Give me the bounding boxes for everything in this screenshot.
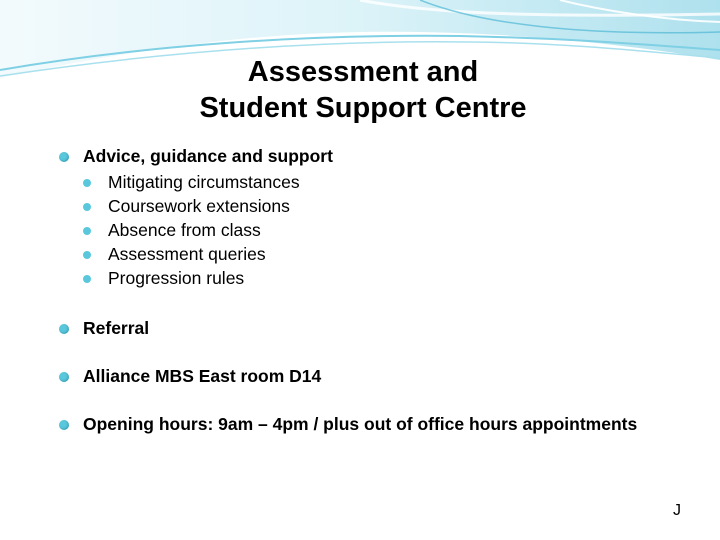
bullet-advice xyxy=(59,146,659,290)
sub-item-absence xyxy=(83,218,659,242)
sub-item-mitigating xyxy=(83,170,659,194)
bullet-label: Opening hours: 9am – 4pm / plus out of office hours appointments xyxy=(83,414,638,434)
sub-bullet-dot-icon xyxy=(83,179,91,187)
sub-item-coursework xyxy=(83,194,659,218)
sub-bullet-dot-icon xyxy=(83,203,91,211)
sub-bullet-dot-icon xyxy=(83,275,91,283)
bullet-label: Referral xyxy=(83,318,150,338)
sub-item-label: Progression rules xyxy=(108,268,245,288)
bullet-label: Advice, guidance and support xyxy=(83,146,333,166)
title-line-1: Assessment and xyxy=(247,56,479,88)
sub-item-assessment xyxy=(83,242,659,266)
footer-mark: J xyxy=(673,502,681,519)
sub-item-label: Assessment queries xyxy=(108,244,266,264)
bullet-dot-icon xyxy=(59,152,69,162)
bullet-referral xyxy=(59,318,659,338)
bullet-list xyxy=(59,146,659,434)
sub-item-label: Mitigating circumstances xyxy=(108,172,300,192)
bullet-dot-icon xyxy=(59,420,69,430)
bullet-dot-icon xyxy=(59,372,69,382)
sub-item-label: Absence from class xyxy=(108,220,261,240)
bullet-label: Alliance MBS East room D14 xyxy=(83,366,322,386)
bullet-opening-hours xyxy=(59,414,659,434)
bullet-dot-icon xyxy=(59,324,69,334)
title-line-2: Student Support Centre xyxy=(199,92,527,124)
bullet-location xyxy=(59,366,659,386)
sub-bullet-dot-icon xyxy=(83,251,91,259)
sub-item-progression xyxy=(83,266,659,290)
sub-bullet-dot-icon xyxy=(83,227,91,235)
sub-item-label: Coursework extensions xyxy=(108,196,290,216)
sub-bullet-list xyxy=(86,170,659,290)
slide-title xyxy=(0,54,720,126)
